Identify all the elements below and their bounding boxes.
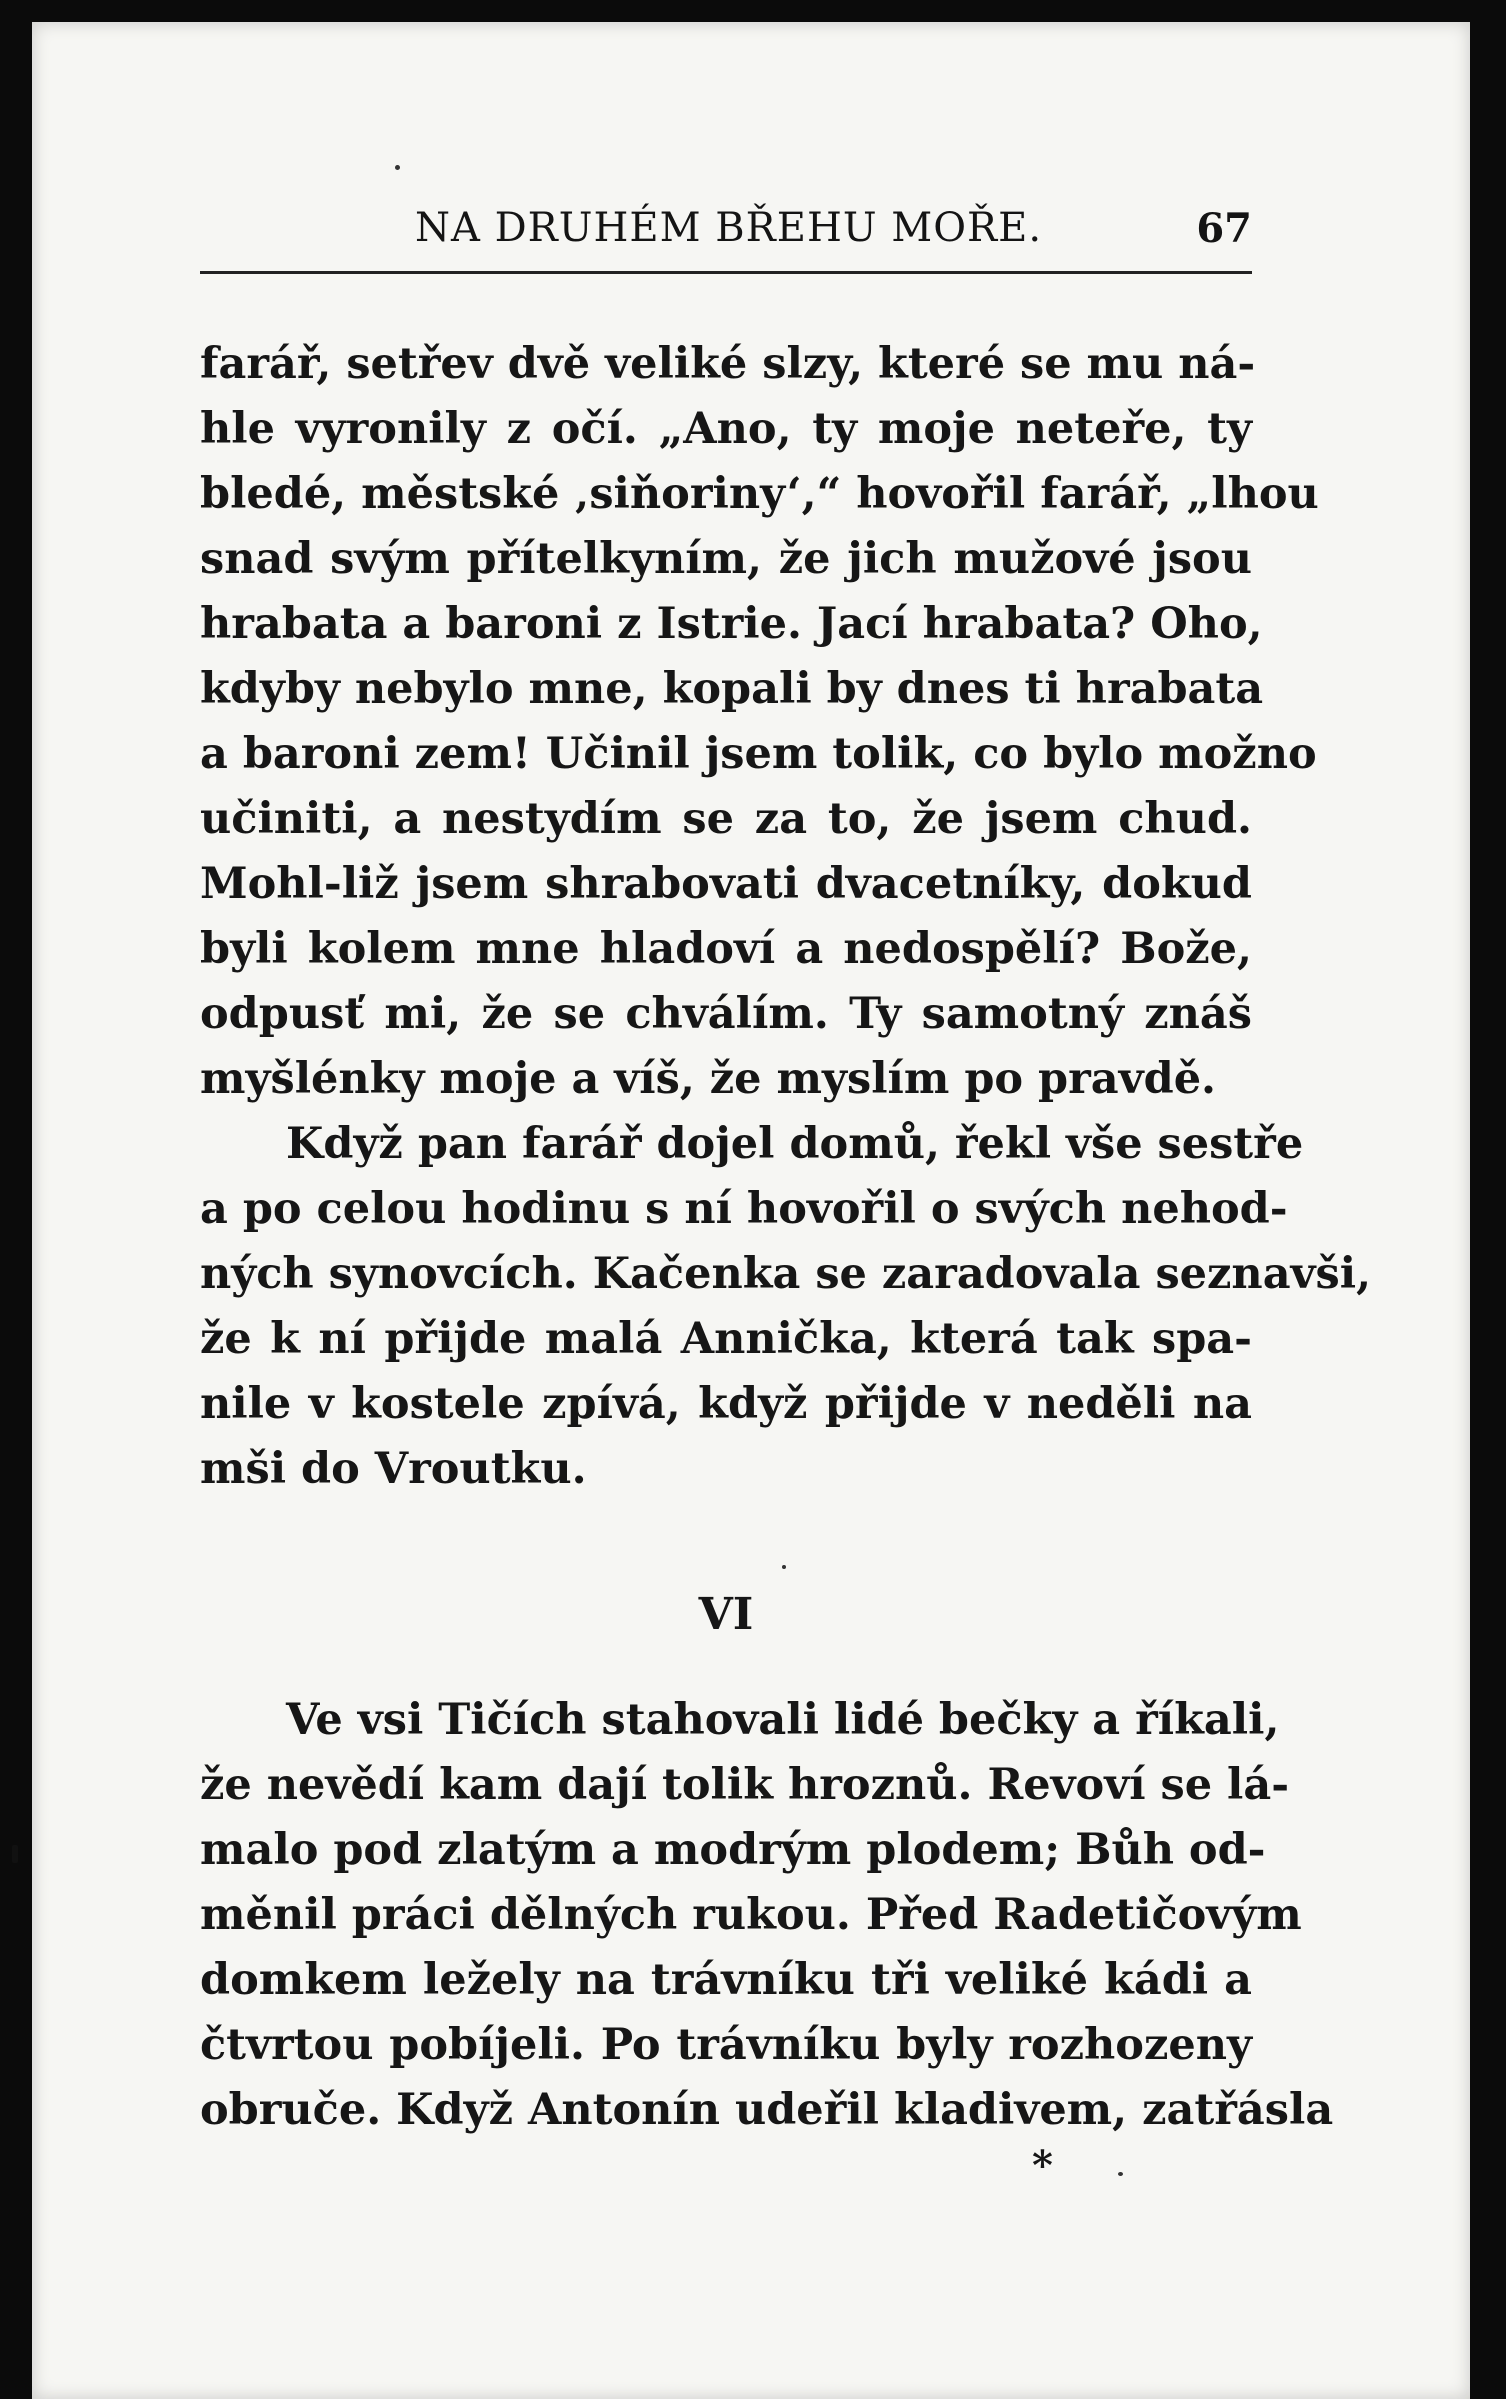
text-line: odpusť mi, že se chválím. Ty samotný znáš	[200, 989, 1252, 1039]
text-line: Ve vsi Tičích stahovali lidé bečky a říkali,	[286, 1695, 1280, 1745]
print-speck	[395, 165, 400, 170]
text-line: ných synovcích. Kačenka se zaradovala seznavši,	[200, 1249, 1372, 1299]
text-line: měnil práci dělných rukou. Před Radetičovým	[200, 1890, 1302, 1940]
paragraph-1	[200, 332, 1319, 1112]
paragraph-2	[200, 1112, 1372, 1502]
text-line: malo pod zlatým a modrým plodem; Bůh od-	[200, 1825, 1266, 1875]
running-head	[200, 205, 1252, 265]
text-line: obruče. Když Antonín udeřil kladivem, zatřásla	[200, 2085, 1334, 2135]
text-line: že k ní přijde malá Annička, která tak spa-	[200, 1314, 1252, 1364]
text-line: čtvrtou pobíjeli. Po trávníku byly rozhozeny	[200, 2020, 1252, 2070]
text-line: domkem ležely na trávníku tři veliké kádi a	[200, 1955, 1252, 2005]
text-line: hrabata a baroni z Istrie. Jací hrabata? Oho,	[200, 599, 1263, 649]
text-line: byli kolem mne hladoví a nedospělí? Bože,	[200, 924, 1252, 974]
text-line: Když pan farář dojel domů, řekl vše sestře	[286, 1119, 1304, 1169]
text-line: Mohl-liž jsem shrabovati dvacetníky, dokud	[200, 859, 1252, 909]
text-line: a baroni zem! Učinil jsem tolik, co bylo možno	[200, 729, 1317, 779]
print-speck	[1118, 2172, 1123, 2176]
text-line: že nevědí kam dají tolik hroznů. Revoví se lá-	[200, 1760, 1290, 1810]
signature-mark: *	[1032, 2142, 1053, 2189]
text-line: hle vyronily z očí. „Ano, ty moje neteře, ty	[200, 404, 1252, 454]
text-line: učiniti, a nestydím se za to, že jsem chud.	[200, 794, 1252, 844]
page-number: 67	[1196, 205, 1252, 252]
text-line: myšlénky moje a víš, že myslím po pravdě.	[200, 1054, 1217, 1104]
running-title: NA DRUHÉM BŘEHU MOŘE.	[415, 205, 1043, 251]
print-speck	[12, 1845, 18, 1863]
text-line: nile v kostele zpívá, když přijde v neděli na	[200, 1379, 1252, 1429]
text-line: bledé, městské ‚siňoriny‘,“ hovořil farář, „lhou	[200, 469, 1319, 519]
print-speck	[782, 1565, 786, 1569]
text-line: kdyby nebylo mne, kopali by dnes ti hrabata	[200, 664, 1264, 714]
text-line: mši do Vroutku.	[200, 1444, 587, 1494]
section-heading: VI	[698, 1589, 754, 1640]
text-line: snad svým přítelkyním, že jich mužové jsou	[200, 534, 1252, 584]
header-rule	[200, 271, 1252, 274]
section-paragraph	[200, 1688, 1334, 2143]
text-line: a po celou hodinu s ní hovořil o svých nehod-	[200, 1184, 1288, 1234]
text-line: farář, setřev dvě veliké slzy, které se mu ná-	[200, 339, 1256, 389]
